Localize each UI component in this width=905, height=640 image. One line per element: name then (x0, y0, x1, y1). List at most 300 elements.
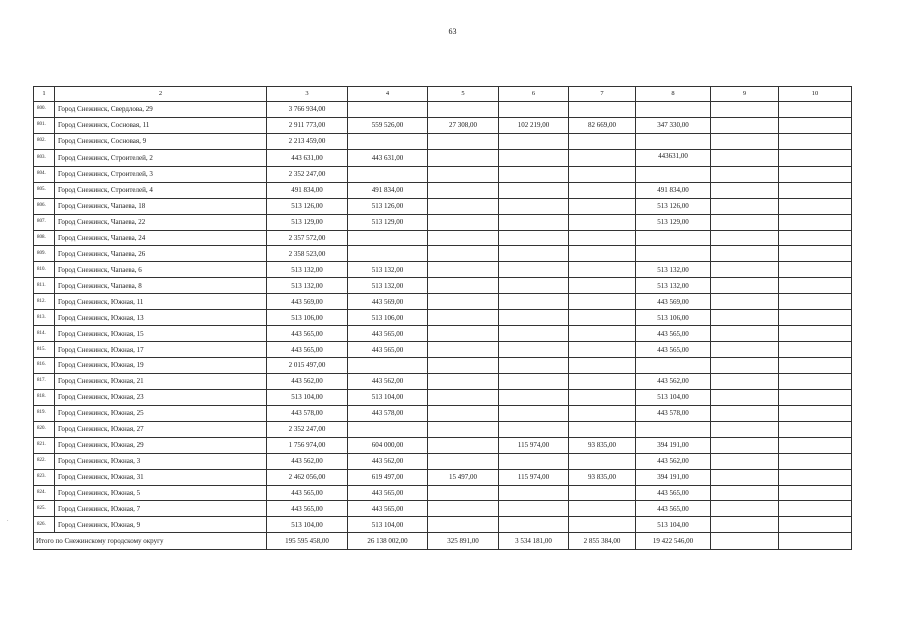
value-cell-5 (428, 310, 499, 326)
value-cell-4: 443 562,00 (348, 453, 428, 469)
value-cell-10 (779, 262, 852, 278)
value-cell-6 (499, 246, 569, 262)
value-cell-10 (779, 389, 852, 405)
row-number: 813. (34, 310, 55, 326)
value-cell-8: 347 330,00 (636, 117, 711, 133)
value-cell-3: 443 562,00 (267, 453, 348, 469)
value-cell-5: 27 308,00 (428, 117, 499, 133)
table-row (34, 149, 852, 166)
value-cell-6 (499, 405, 569, 421)
scan-mark: . (7, 517, 9, 523)
column-header: 8 (636, 87, 711, 102)
value-cell-6 (499, 230, 569, 246)
value-cell-4: 443 565,00 (348, 342, 428, 358)
address-cell: Город Снежинск, Южная, 3 (55, 453, 267, 469)
table-row (34, 133, 852, 149)
address-cell: Город Снежинск, Южная, 27 (55, 421, 267, 437)
value-cell-3: 513 132,00 (267, 262, 348, 278)
row-number: 812. (34, 294, 55, 310)
value-cell-10 (779, 469, 852, 485)
value-cell-10 (779, 198, 852, 214)
value-cell-6 (499, 310, 569, 326)
row-number: 802. (34, 133, 55, 149)
value-cell-3: 513 104,00 (267, 389, 348, 405)
table-row (34, 166, 852, 182)
address-cell: Город Снежинск, Строителей, 4 (55, 182, 267, 198)
value-cell-6 (499, 214, 569, 230)
total-cell-3: 195 595 458,00 (267, 533, 348, 550)
value-cell-6 (499, 501, 569, 517)
table-row (34, 469, 852, 485)
column-header: 2 (55, 87, 267, 102)
total-cell-10 (779, 533, 852, 550)
value-cell-7 (569, 182, 636, 198)
table-row (34, 198, 852, 214)
table-row (34, 437, 852, 453)
value-cell-10 (779, 149, 852, 166)
value-cell-8 (636, 230, 711, 246)
table-row (34, 310, 852, 326)
value-cell-5 (428, 373, 499, 389)
value-cell-5: 15 497,00 (428, 469, 499, 485)
value-cell-4 (348, 133, 428, 149)
value-cell-5 (428, 230, 499, 246)
value-cell-4 (348, 230, 428, 246)
value-cell-9 (711, 342, 779, 358)
table-row (34, 517, 852, 533)
value-cell-5 (428, 453, 499, 469)
value-cell-4 (348, 358, 428, 374)
value-cell-5 (428, 182, 499, 198)
value-cell-6 (499, 102, 569, 118)
total-label: Итого по Снежинскому городскому округу (34, 533, 267, 550)
value-cell-7 (569, 421, 636, 437)
value-cell-6 (499, 421, 569, 437)
value-cell-4: 443 569,00 (348, 294, 428, 310)
total-cell-5: 325 891,00 (428, 533, 499, 550)
value-cell-7 (569, 405, 636, 421)
column-header: 4 (348, 87, 428, 102)
total-cell-4: 26 138 002,00 (348, 533, 428, 550)
value-cell-4: 443 562,00 (348, 373, 428, 389)
value-cell-6 (499, 485, 569, 501)
value-cell-8: 491 834,00 (636, 182, 711, 198)
value-cell-3: 2 213 459,00 (267, 133, 348, 149)
address-cell: Город Снежинск, Чапаева, 26 (55, 246, 267, 262)
value-cell-7 (569, 133, 636, 149)
table-row (34, 102, 852, 118)
value-cell-6: 115 974,00 (499, 437, 569, 453)
value-cell-7 (569, 278, 636, 294)
value-cell-8: 443 565,00 (636, 485, 711, 501)
row-number: 815. (34, 342, 55, 358)
value-cell-6: 102 219,00 (499, 117, 569, 133)
value-cell-6 (499, 373, 569, 389)
value-cell-9 (711, 198, 779, 214)
total-cell-9 (711, 533, 779, 550)
value-cell-9 (711, 453, 779, 469)
value-cell-7 (569, 102, 636, 118)
value-cell-4 (348, 166, 428, 182)
value-cell-10 (779, 294, 852, 310)
table-row (34, 389, 852, 405)
value-cell-8 (636, 166, 711, 182)
value-cell-3: 443 631,00 (267, 149, 348, 166)
value-cell-5 (428, 294, 499, 310)
value-cell-5 (428, 342, 499, 358)
table-row (34, 453, 852, 469)
value-cell-5 (428, 437, 499, 453)
value-cell-10 (779, 133, 852, 149)
table-row (34, 117, 852, 133)
value-cell-8: 394 191,00 (636, 437, 711, 453)
value-cell-7 (569, 342, 636, 358)
value-cell-9 (711, 389, 779, 405)
page-number: 63 (448, 27, 457, 36)
value-cell-3: 513 104,00 (267, 517, 348, 533)
row-number: 806. (34, 198, 55, 214)
value-cell-4: 619 497,00 (348, 469, 428, 485)
value-cell-4: 513 132,00 (348, 262, 428, 278)
value-cell-5 (428, 214, 499, 230)
column-header: 9 (711, 87, 779, 102)
address-cell: Город Снежинск, Южная, 5 (55, 485, 267, 501)
value-cell-9 (711, 421, 779, 437)
row-number: 819. (34, 405, 55, 421)
table-row (34, 485, 852, 501)
address-cell: Город Снежинск, Чапаева, 22 (55, 214, 267, 230)
table-row (34, 262, 852, 278)
value-cell-9 (711, 149, 779, 166)
value-cell-6 (499, 166, 569, 182)
value-cell-10 (779, 421, 852, 437)
value-cell-6 (499, 262, 569, 278)
value-cell-7 (569, 262, 636, 278)
value-cell-3: 2 015 497,00 (267, 358, 348, 374)
value-cell-5 (428, 246, 499, 262)
address-cell: Город Снежинск, Сосновая, 9 (55, 133, 267, 149)
table-row (34, 326, 852, 342)
value-cell-9 (711, 405, 779, 421)
value-cell-10 (779, 453, 852, 469)
value-cell-8: 513 132,00 (636, 278, 711, 294)
address-cell: Город Снежинск, Южная, 21 (55, 373, 267, 389)
value-cell-10 (779, 102, 852, 118)
value-cell-8: 443 569,00 (636, 294, 711, 310)
value-cell-7 (569, 198, 636, 214)
value-cell-4: 443 631,00 (348, 149, 428, 166)
value-cell-7 (569, 230, 636, 246)
value-cell-6 (499, 358, 569, 374)
column-header: 7 (569, 87, 636, 102)
value-cell-9 (711, 182, 779, 198)
table-row (34, 421, 852, 437)
value-cell-3: 513 126,00 (267, 198, 348, 214)
column-header: 10 (779, 87, 852, 102)
row-number: 820. (34, 421, 55, 437)
table-row (34, 373, 852, 389)
value-cell-8: 513 126,00 (636, 198, 711, 214)
value-cell-4: 513 104,00 (348, 389, 428, 405)
total-cell-6: 3 534 181,00 (499, 533, 569, 550)
column-header: 6 (499, 87, 569, 102)
row-number: 826. (34, 517, 55, 533)
value-cell-3: 491 834,00 (267, 182, 348, 198)
value-cell-3: 2 358 523,00 (267, 246, 348, 262)
address-cell: Город Снежинск, Строителей, 2 (55, 149, 267, 166)
row-number: 809. (34, 246, 55, 262)
value-cell-5 (428, 485, 499, 501)
total-cell-7: 2 855 384,00 (569, 533, 636, 550)
value-cell-3: 443 565,00 (267, 342, 348, 358)
value-cell-5 (428, 389, 499, 405)
row-number: 816. (34, 358, 55, 374)
value-cell-7 (569, 166, 636, 182)
value-cell-4: 513 129,00 (348, 214, 428, 230)
address-cell: Город Снежинск, Южная, 9 (55, 517, 267, 533)
table-row (34, 230, 852, 246)
value-cell-9 (711, 294, 779, 310)
value-cell-10 (779, 310, 852, 326)
value-cell-7 (569, 517, 636, 533)
value-cell-7: 93 835,00 (569, 469, 636, 485)
value-cell-4: 443 565,00 (348, 326, 428, 342)
value-cell-3: 2 352 247,00 (267, 421, 348, 437)
value-cell-9 (711, 246, 779, 262)
value-cell-5 (428, 198, 499, 214)
address-cell: Город Снежинск, Свердлова, 29 (55, 102, 267, 118)
register-table (33, 86, 852, 550)
value-cell-7 (569, 373, 636, 389)
table-row (34, 182, 852, 198)
value-cell-8 (636, 102, 711, 118)
value-cell-7 (569, 453, 636, 469)
value-cell-7 (569, 214, 636, 230)
value-cell-3: 513 132,00 (267, 278, 348, 294)
table-row (34, 278, 852, 294)
value-cell-6 (499, 149, 569, 166)
value-cell-3: 1 756 974,00 (267, 437, 348, 453)
value-cell-9 (711, 373, 779, 389)
value-cell-7 (569, 246, 636, 262)
value-cell-4: 513 106,00 (348, 310, 428, 326)
value-cell-4: 513 104,00 (348, 517, 428, 533)
table-row (34, 246, 852, 262)
value-cell-10 (779, 214, 852, 230)
value-cell-7 (569, 358, 636, 374)
value-cell-10 (779, 182, 852, 198)
value-cell-8: 443 565,00 (636, 501, 711, 517)
address-cell: Город Снежинск, Южная, 23 (55, 389, 267, 405)
value-cell-8 (636, 246, 711, 262)
value-cell-3: 443 569,00 (267, 294, 348, 310)
table-row (34, 405, 852, 421)
value-cell-9 (711, 214, 779, 230)
value-cell-9 (711, 230, 779, 246)
value-cell-10 (779, 501, 852, 517)
value-cell-7 (569, 389, 636, 405)
table-row (34, 501, 852, 517)
row-number: 800. (34, 102, 55, 118)
address-cell: Город Снежинск, Чапаева, 18 (55, 198, 267, 214)
value-cell-8: 513 129,00 (636, 214, 711, 230)
value-cell-8 (636, 421, 711, 437)
row-number: 817. (34, 373, 55, 389)
value-cell-3: 2 911 773,00 (267, 117, 348, 133)
value-cell-8: 443 565,00 (636, 326, 711, 342)
value-cell-7 (569, 149, 636, 166)
header-row (34, 87, 852, 102)
value-cell-7 (569, 326, 636, 342)
value-cell-6 (499, 453, 569, 469)
value-cell-8: 443631,00 (636, 149, 711, 166)
column-header: 3 (267, 87, 348, 102)
value-cell-5 (428, 278, 499, 294)
value-cell-5 (428, 405, 499, 421)
value-cell-9 (711, 358, 779, 374)
address-cell: Город Снежинск, Южная, 31 (55, 469, 267, 485)
row-number: 807. (34, 214, 55, 230)
value-cell-3: 443 565,00 (267, 326, 348, 342)
row-number: 801. (34, 117, 55, 133)
value-cell-5 (428, 421, 499, 437)
value-cell-6 (499, 326, 569, 342)
row-number: 818. (34, 389, 55, 405)
value-cell-10 (779, 358, 852, 374)
value-cell-9 (711, 501, 779, 517)
value-cell-10 (779, 342, 852, 358)
value-cell-6 (499, 182, 569, 198)
value-cell-4: 513 132,00 (348, 278, 428, 294)
value-cell-3: 443 578,00 (267, 405, 348, 421)
value-cell-5 (428, 149, 499, 166)
value-cell-5 (428, 358, 499, 374)
value-cell-8: 513 132,00 (636, 262, 711, 278)
value-cell-9 (711, 166, 779, 182)
total-row (34, 533, 852, 550)
value-cell-6 (499, 133, 569, 149)
row-number: 824. (34, 485, 55, 501)
value-cell-9 (711, 310, 779, 326)
value-cell-4: 443 565,00 (348, 485, 428, 501)
value-cell-4 (348, 102, 428, 118)
address-cell: Город Снежинск, Южная, 15 (55, 326, 267, 342)
value-cell-4: 513 126,00 (348, 198, 428, 214)
value-cell-9 (711, 278, 779, 294)
value-cell-10 (779, 326, 852, 342)
address-cell: Город Снежинск, Чапаева, 24 (55, 230, 267, 246)
value-cell-8: 513 106,00 (636, 310, 711, 326)
value-cell-6: 115 974,00 (499, 469, 569, 485)
value-cell-7 (569, 310, 636, 326)
value-cell-4: 443 565,00 (348, 501, 428, 517)
value-cell-8 (636, 133, 711, 149)
value-cell-7 (569, 485, 636, 501)
value-cell-9 (711, 469, 779, 485)
table-row (34, 358, 852, 374)
value-cell-8: 443 565,00 (636, 342, 711, 358)
table-row (34, 294, 852, 310)
value-cell-9 (711, 517, 779, 533)
value-cell-8: 443 562,00 (636, 453, 711, 469)
row-number: 822. (34, 453, 55, 469)
address-cell: Город Снежинск, Южная, 17 (55, 342, 267, 358)
value-cell-8: 513 104,00 (636, 517, 711, 533)
value-cell-4: 604 000,00 (348, 437, 428, 453)
row-number: 808. (34, 230, 55, 246)
value-cell-8: 443 578,00 (636, 405, 711, 421)
value-cell-6 (499, 342, 569, 358)
column-header: 1 (34, 87, 55, 102)
address-cell: Город Снежинск, Южная, 7 (55, 501, 267, 517)
value-cell-10 (779, 117, 852, 133)
value-cell-5 (428, 262, 499, 278)
value-cell-5 (428, 326, 499, 342)
column-header: 5 (428, 87, 499, 102)
table-row (34, 214, 852, 230)
address-cell: Город Снежинск, Южная, 19 (55, 358, 267, 374)
value-cell-3: 513 129,00 (267, 214, 348, 230)
value-cell-7: 93 835,00 (569, 437, 636, 453)
value-cell-8: 443 562,00 (636, 373, 711, 389)
value-cell-5 (428, 133, 499, 149)
value-cell-3: 443 565,00 (267, 501, 348, 517)
address-cell: Город Снежинск, Южная, 25 (55, 405, 267, 421)
address-cell: Город Снежинск, Южная, 11 (55, 294, 267, 310)
address-cell: Город Снежинск, Чапаева, 8 (55, 278, 267, 294)
value-cell-9 (711, 133, 779, 149)
value-cell-10 (779, 230, 852, 246)
value-cell-4: 559 526,00 (348, 117, 428, 133)
value-cell-10 (779, 405, 852, 421)
value-cell-3: 443 562,00 (267, 373, 348, 389)
value-cell-9 (711, 485, 779, 501)
value-cell-10 (779, 166, 852, 182)
value-cell-6 (499, 294, 569, 310)
value-cell-3: 2 462 056,00 (267, 469, 348, 485)
value-cell-3: 443 565,00 (267, 485, 348, 501)
value-cell-4: 443 578,00 (348, 405, 428, 421)
value-cell-9 (711, 117, 779, 133)
row-number: 825. (34, 501, 55, 517)
table-body (34, 87, 852, 550)
value-cell-7 (569, 501, 636, 517)
value-cell-10 (779, 246, 852, 262)
row-number: 814. (34, 326, 55, 342)
value-cell-9 (711, 262, 779, 278)
value-cell-8: 513 104,00 (636, 389, 711, 405)
row-number: 821. (34, 437, 55, 453)
value-cell-10 (779, 485, 852, 501)
value-cell-8: 394 191,00 (636, 469, 711, 485)
value-cell-8 (636, 358, 711, 374)
address-cell: Город Снежинск, Чапаева, 6 (55, 262, 267, 278)
value-cell-3: 2 352 247,00 (267, 166, 348, 182)
value-cell-10 (779, 437, 852, 453)
value-cell-4 (348, 246, 428, 262)
total-cell-8: 19 422 546,00 (636, 533, 711, 550)
value-cell-3: 513 106,00 (267, 310, 348, 326)
row-number: 805. (34, 182, 55, 198)
value-cell-6 (499, 278, 569, 294)
row-number: 823. (34, 469, 55, 485)
value-cell-9 (711, 437, 779, 453)
value-cell-3: 3 766 934,00 (267, 102, 348, 118)
address-cell: Город Снежинск, Южная, 29 (55, 437, 267, 453)
row-number: 803. (34, 149, 55, 166)
value-cell-10 (779, 278, 852, 294)
value-cell-9 (711, 326, 779, 342)
